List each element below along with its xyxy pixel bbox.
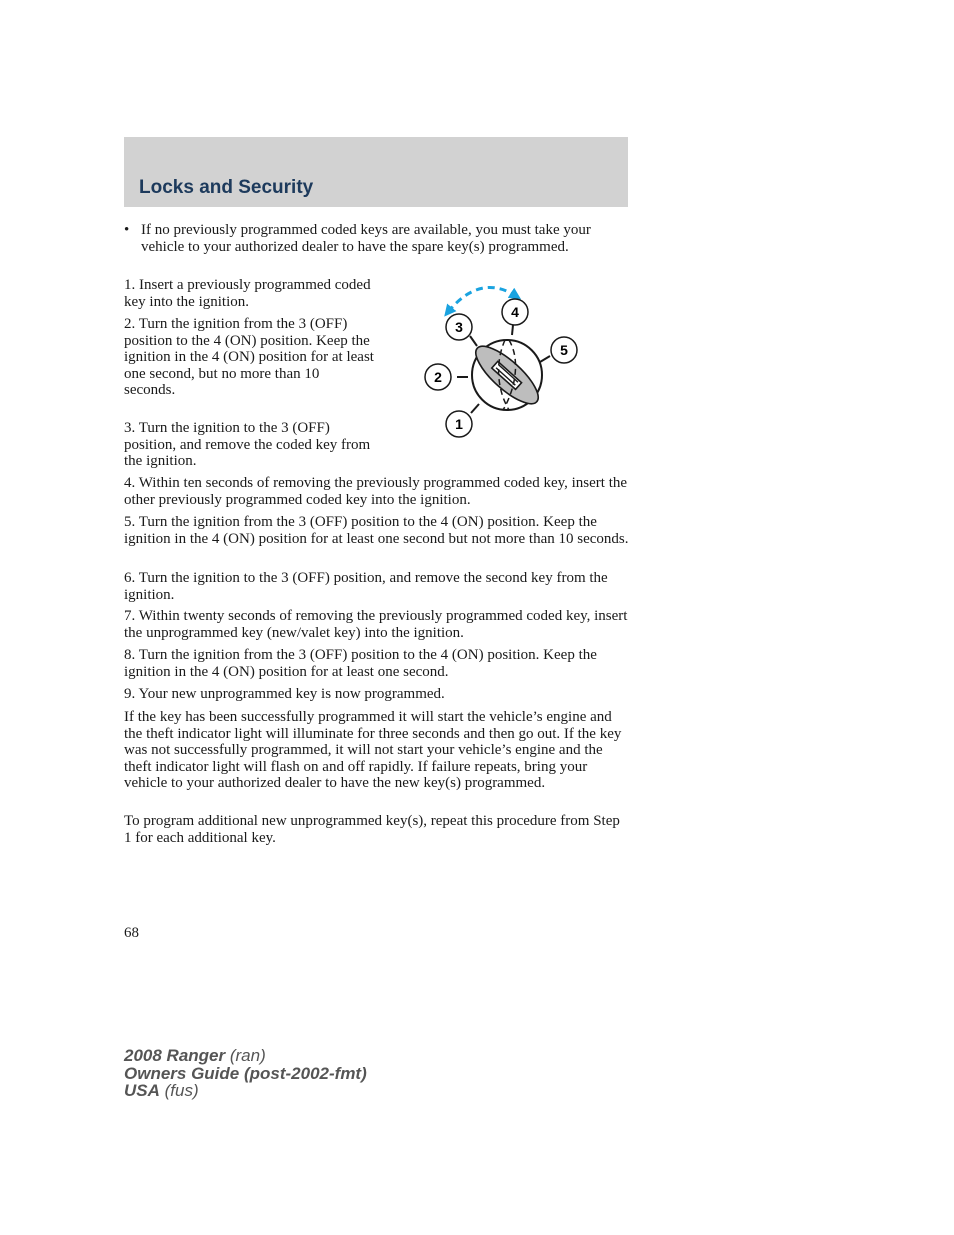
ignition-diagram (415, 278, 590, 443)
step-6: 6. Turn the ignition to the 3 (OFF) position, and remove the second key from the ignition. (124, 570, 608, 603)
bullet-symbol: • (124, 222, 130, 238)
step-8: 8. Turn the ignition from the 3 (OFF) position to the 4 (ON) position. Keep the ignition in the 4 (ON) position for at least one second. (124, 647, 597, 680)
footer-line-1 (124, 1047, 367, 1065)
section-header-band (124, 137, 628, 207)
position-2-label: 2 (434, 369, 442, 385)
step-5: 5. Turn the ignition from the 3 (OFF) position to the 4 (ON) position. Keep the ignition in the 4 (ON) position for at least one second but not more than 10 seconds. (124, 514, 629, 547)
step-2: 2. Turn the ignition from the 3 (OFF) position to the 4 (ON) position. Keep the ignition in the 4 (ON) position for at least one second, but no more than 10 seconds. (124, 316, 374, 399)
position-1-label: 1 (455, 416, 463, 432)
footer-guide: Owners Guide (post-2002-fmt) (124, 1063, 367, 1083)
position-5-label: 5 (560, 342, 568, 358)
footer-model: 2008 Ranger (124, 1046, 226, 1065)
position-3-label: 3 (455, 319, 463, 335)
step-3: 3. Turn the ignition to the 3 (OFF) position, and remove the coded key from the ignition. (124, 420, 371, 470)
paragraph-additional: To program additional new unprogrammed key(s), repeat this procedure from Step 1 for each additional key. (124, 813, 620, 846)
footer-line-3 (124, 1082, 367, 1100)
position-4-label: 4 (511, 304, 519, 320)
footer (124, 1047, 367, 1100)
bullet-text: If no previously programmed coded keys are available, you must take your vehicle to your authorized dealer to have the spare key(s) programmed. (141, 222, 591, 255)
step-7: 7. Within twenty seconds of removing the previously programmed coded key, insert the unprogrammed key (new/valet key) into the ignition. (124, 608, 628, 641)
page-number: 68 (124, 925, 139, 941)
section-title: Locks and Security (139, 177, 314, 198)
step-1: 1. Insert a previously programmed coded key into the ignition. (124, 277, 371, 310)
step-4: 4. Within ten seconds of removing the previously programmed coded key, insert the other previously programmed coded key into the ignition. (124, 475, 628, 508)
step-9: 9. Your new unprogrammed key is now programmed. (124, 686, 445, 702)
footer-market-code: (fus) (159, 1081, 199, 1100)
bullet-note (124, 222, 624, 255)
footer-market: USA (124, 1081, 160, 1100)
footer-model-code: (ran) (225, 1046, 266, 1065)
paragraph-result: If the key has been successfully programmed it will start the vehicle’s engine and the theft indicator light will illuminate for three seconds and then go out. If the key was not successfully programmed, it will not start your vehicle’s engine and the theft indicator light will flash on and off rapidly. If failure repeats, bring your vehicle to your authorized dealer to have the new key(s) programmed. (124, 709, 622, 792)
